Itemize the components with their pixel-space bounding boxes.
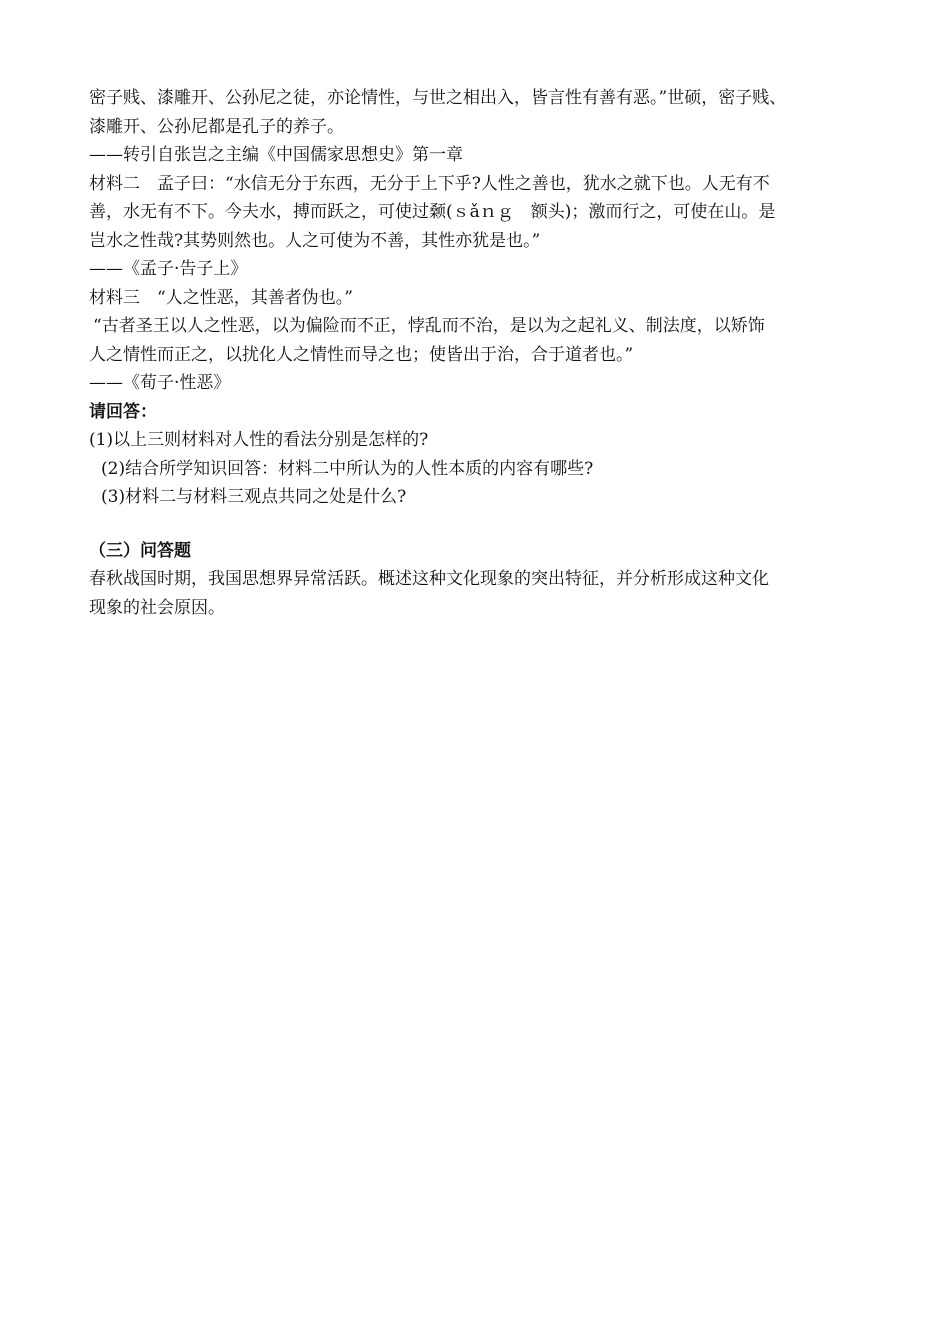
material-two-text: 岂水之性哉?其势则然也。人之可使为不善，其性亦犹是也。” [89,230,541,251]
section-three-question: 春秋战国时期，我国思想界异常活跃。概述这种文化现象的突出特征，并分析形成这种文化 [89,569,769,589]
section-three-heading: （三）问答题 [89,540,191,561]
question-3: (3)材料二与材料三观点共同之处是什么? [101,487,407,507]
text-line: 密子贱、漆雕开、公孙尼之徒，亦论情性，与世之相出入，皆言性有善有恶。”世硕，密子贱、 [89,88,787,108]
source-citation: ——转引自张岂之主编《中国儒家思想史》第一章 [89,145,463,165]
question-1: (1)以上三则材料对人性的看法分别是怎样的? [89,430,429,450]
question-2: (2)结合所学知识回答：材料二中所认为的人性本质的内容有哪些? [101,458,594,479]
document-page [89,84,864,622]
section-spacer [89,512,864,537]
questions-heading: 请回答： [89,401,157,422]
source-citation: ——《荀子·性恶》 [89,373,231,393]
material-three-text: 材料三 “人之性恶，其善者伪也。” [89,287,353,308]
source-citation: ——《孟子·告子上》 [89,259,248,279]
text-line: 漆雕开、公孙尼都是孔子的养子。 [89,116,344,137]
material-two-text: 善，水无有不下。今夫水，搏而跃之，可使过颡(ｓǎｎｇ 额头)；激而行之，可使在山。是 [89,202,776,222]
material-three-text: “古者圣王以人之性恶，以为偏险而不正，悖乱而不治，是以为之起礼义、制法度，以矫饰 [93,316,765,336]
section-three-question: 现象的社会原因。 [89,597,225,618]
material-two-text: 材料二 孟子曰：“水信无分于东西，无分于上下乎?人性之善也，犹水之就下也。人无有不 [89,173,770,194]
material-three-text: 人之情性而正之，以扰化人之情性而导之也；使皆出于治，合于道者也。” [89,344,634,365]
